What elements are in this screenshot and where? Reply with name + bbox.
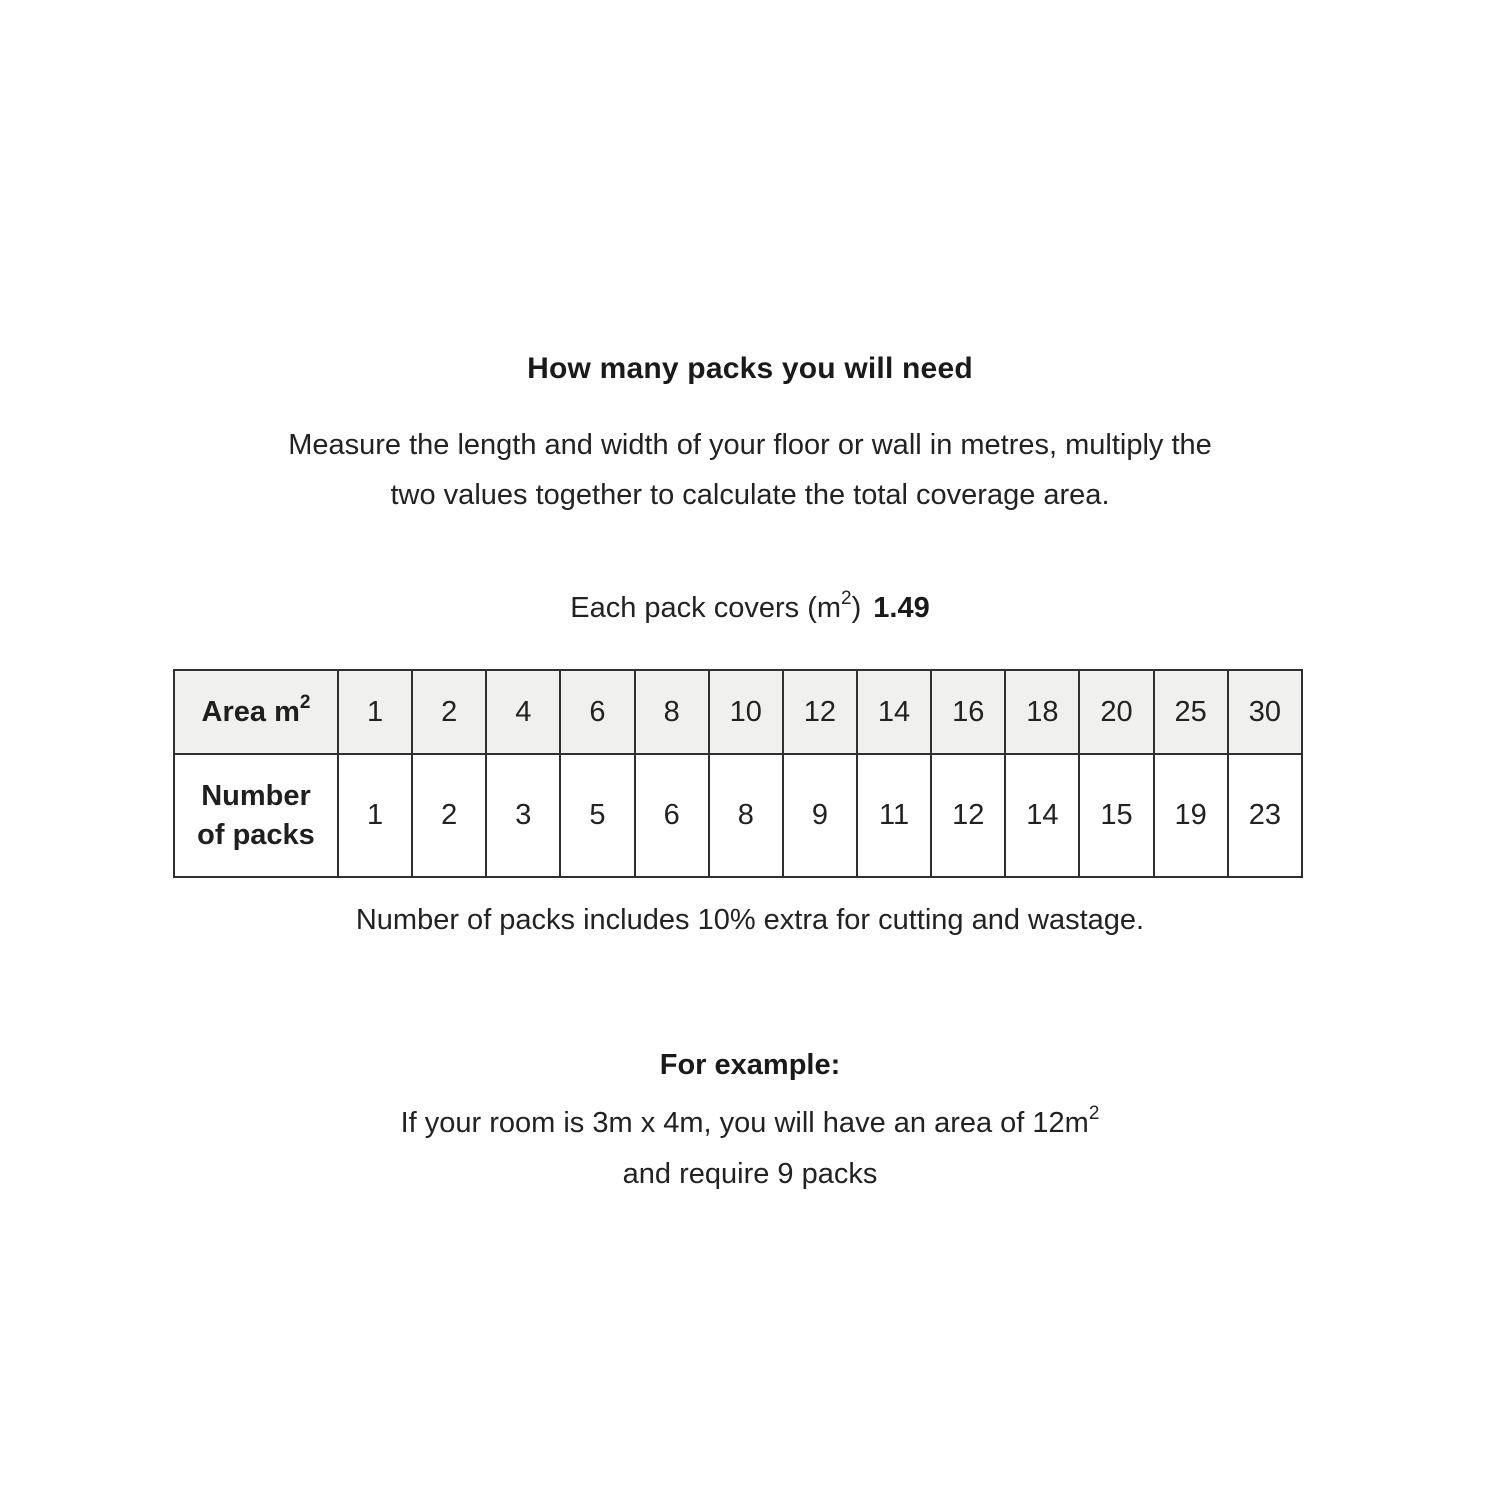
packs-value-cell: 15 xyxy=(1079,754,1153,877)
packs-value-cell: 19 xyxy=(1154,754,1228,877)
example-line-2: and require 9 packs xyxy=(622,1158,878,1190)
area-value-cell: 4 xyxy=(486,670,560,754)
wastage-note: Number of packs includes 10% extra for cutting and wastage. xyxy=(355,904,1145,936)
area-value-cell: 25 xyxy=(1154,670,1228,754)
area-value-cell: 8 xyxy=(635,670,709,754)
area-value-cell: 18 xyxy=(1005,670,1079,754)
coverage-value: 1.49 xyxy=(873,592,930,624)
packs-value-cell: 5 xyxy=(560,754,634,877)
intro-line-2: two values together to calculate the total coverage area. xyxy=(390,479,1110,511)
area-value-cell: 1 xyxy=(338,670,412,754)
packs-value-cell: 3 xyxy=(486,754,560,877)
area-row-header xyxy=(174,670,338,754)
coverage-label-suffix: ) xyxy=(851,592,862,624)
area-value-cell: 10 xyxy=(709,670,783,754)
example-line-1 xyxy=(0,1098,1500,1149)
packs-value-cell: 6 xyxy=(635,754,709,877)
coverage-superscript: 2 xyxy=(841,588,852,610)
example-heading: For example: xyxy=(659,1049,841,1081)
example-superscript: 2 xyxy=(1088,1103,1100,1125)
packs-value-cell: 2 xyxy=(412,754,486,877)
packs-value-cell: 14 xyxy=(1005,754,1079,877)
coverage-line xyxy=(0,588,1500,625)
packs-header-line-1: Number xyxy=(201,779,311,812)
packs-table xyxy=(173,669,1303,878)
area-row xyxy=(174,670,1302,754)
example-line-1-text: If your room is 3m x 4m, you will have an area of 12m xyxy=(400,1107,1089,1139)
area-header-superscript: 2 xyxy=(299,691,311,713)
area-header-text: Area m xyxy=(201,695,300,728)
packs-row-header xyxy=(174,754,338,877)
packs-value-cell: 1 xyxy=(338,754,412,877)
coverage-label-prefix: Each pack covers (m xyxy=(570,592,842,624)
packs-value-cell: 9 xyxy=(783,754,857,877)
packs-value-cell: 12 xyxy=(931,754,1005,877)
packs-value-cell: 23 xyxy=(1228,754,1302,877)
packs-header-line-2: of packs xyxy=(197,818,315,851)
area-value-cell: 16 xyxy=(931,670,1005,754)
area-value-cell: 2 xyxy=(412,670,486,754)
area-value-cell: 20 xyxy=(1079,670,1153,754)
area-value-cell: 12 xyxy=(783,670,857,754)
packs-value-cell: 11 xyxy=(857,754,931,877)
packs-row xyxy=(174,754,1302,877)
area-value-cell: 30 xyxy=(1228,670,1302,754)
page-title: How many packs you will need xyxy=(527,352,973,385)
packs-value-cell: 8 xyxy=(709,754,783,877)
area-value-cell: 14 xyxy=(857,670,931,754)
intro-line-1: Measure the length and width of your floor or wall in metres, multiply the xyxy=(288,429,1212,461)
intro-paragraph xyxy=(0,420,1500,520)
area-value-cell: 6 xyxy=(560,670,634,754)
